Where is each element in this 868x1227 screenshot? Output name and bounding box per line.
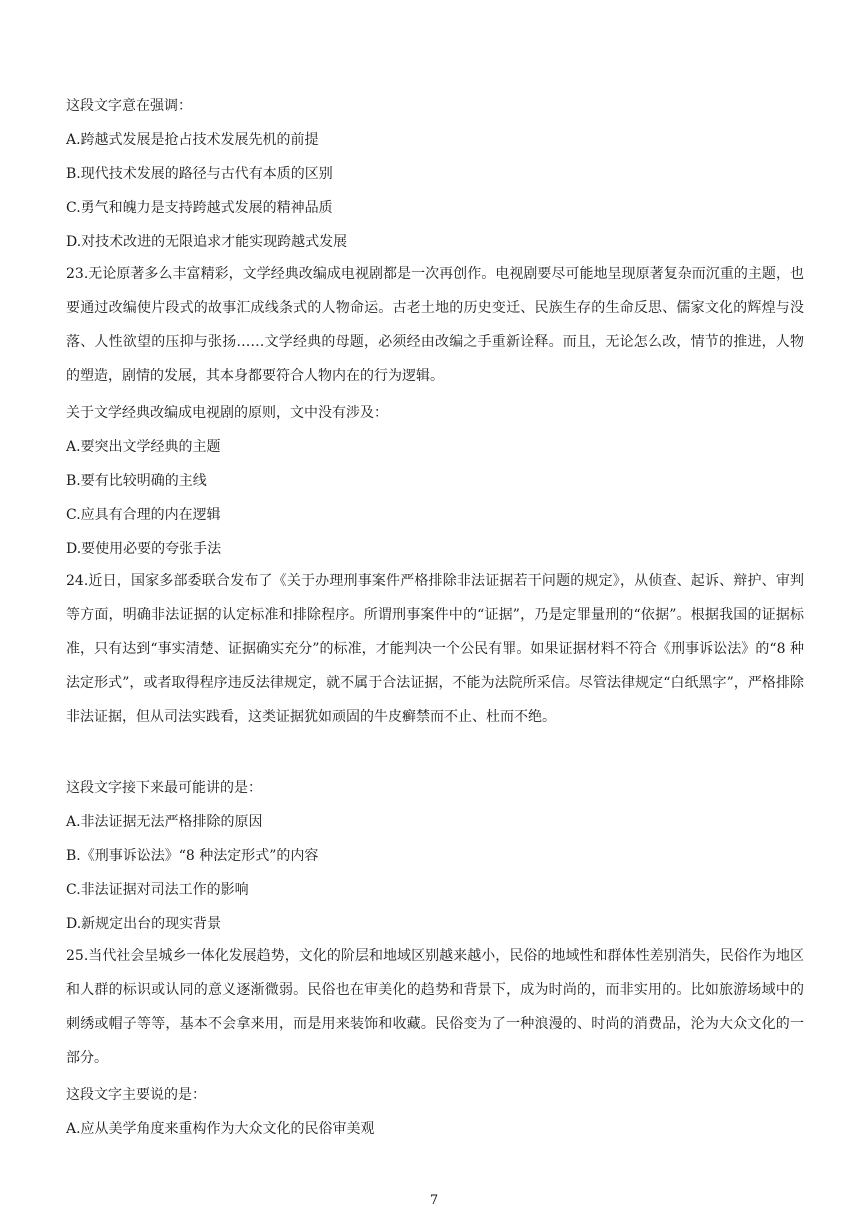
question-passage: 25.当代社会呈城乡一体化发展趋势，文化的阶层和地域区别越来越小，民俗的地域性和群体性差别消失，民俗作为地区和人群的标识或认同的意义逐渐微弱。民俗也在审美化的趋势和背景下，成为时尚的，而非实用的。比如旅游场域中的刺绣或帽子等等，基本不会拿来用，而是用来装饰和收藏。民俗变为了一种浪漫的、时尚的消费品，沦为大众文化的一部分。 [66, 948, 804, 1066]
option-c: C.非法证据对司法工作的影响 [66, 882, 249, 898]
option-b: B.要有比较明确的主线 [66, 473, 207, 489]
page-number: 7 [429, 1193, 439, 1208]
option-d: D.要使用必要的夸张手法 [66, 541, 222, 557]
option-a: A.跨越式发展是抢占技术发展先机的前提 [66, 132, 319, 148]
question-stem: 这段文字主要说的是： [66, 1087, 206, 1103]
option-c: C.勇气和魄力是支持跨越式发展的精神品质 [66, 200, 333, 216]
option-a: A.应从美学角度来重构作为大众文化的民俗审美观 [66, 1121, 375, 1137]
question-passage: 23.无论原著多么丰富精彩，文学经典改编成电视剧都是一次再创作。电视剧要尽可能地呈现原著复杂而沉重的主题，也要通过改编使片段式的故事汇成线条式的人物命运。古老土地的历史变迁、民族生存的生命反思、儒家文化的辉煌与没落、人性欲望的压抑与张扬……文学经典的母题，必须经由改编之手重新诠释。而且，无论怎么改，情节的推进，人物的塑造，剧情的发展，其本身都要符合人物内在的行为逻辑。 [66, 266, 804, 384]
question-stem: 关于文学经典改编成电视剧的原则，文中没有涉及： [66, 405, 388, 421]
option-a: A.要突出文学经典的主题 [66, 439, 221, 455]
option-b: B.《刑事诉讼法》“8 种法定形式”的内容 [66, 848, 319, 864]
question-passage: 24.近日，国家多部委联合发布了《关于办理刑事案件严格排除非法证据若干问题的规定》，从侦查、起诉、辩护、审判等方面，明确非法证据的认定标准和排除程序。所谓刑事案件中的“证据”，乃是定罪量刑的“依据”。根据我国的证据标准，只有达到“事实清楚、证据确实充分”的标准，才能判决一个公民有罪。如果证据材料不符合《刑事诉讼法》的“8 种法定形式”，或者取得程序违反法律规定，就不属于合法证据，不能为法院所采信。尽管法律规定“白纸黑字”，严格排除非法证据，但从司法实践看，这类证据犹如顽固的牛皮癣禁而不止、杜而不绝。 [66, 573, 804, 725]
option-a: A.非法证据无法严格排除的原因 [66, 814, 263, 830]
option-b: B.现代技术发展的路径与古代有本质的区别 [66, 166, 333, 182]
option-c: C.应具有合理的内在逻辑 [66, 507, 221, 523]
option-d: D.对技术改进的无限追求才能实现跨越式发展 [66, 234, 348, 250]
option-d: D.新规定出台的现实背景 [66, 916, 222, 932]
question-stem: 这段文字意在强调： [66, 98, 192, 114]
question-stem: 这段文字接下来最可能讲的是： [66, 780, 262, 796]
